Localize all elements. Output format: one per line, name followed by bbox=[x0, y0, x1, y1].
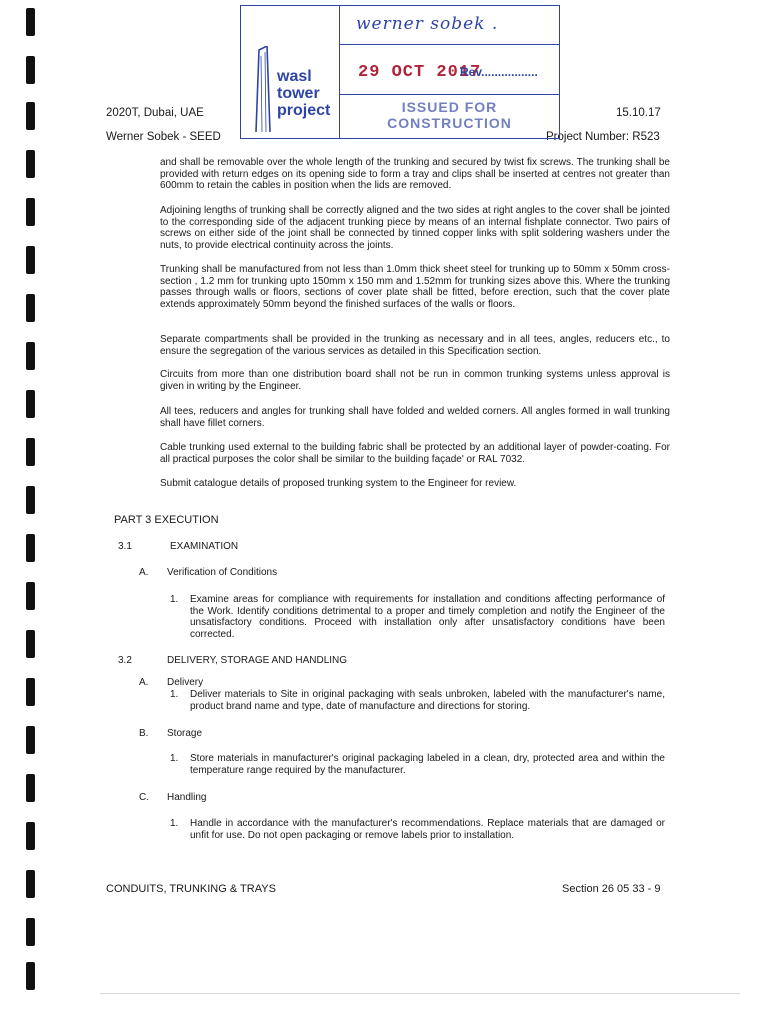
paragraph: Separate compartments shall be provided in the trunking as necessary and in all tees, angles, reducers etc., to ensure the segregation of the various services as detailed in this Specification section. bbox=[160, 334, 670, 357]
item-text: Handle in accordance with the manufacturer's recommendations. Replace materials that are damaged or unfit for use. Do not open packaging or remove labels prior to installation. bbox=[190, 818, 665, 841]
stamp-status-line2: CONSTRUCTION bbox=[387, 115, 512, 131]
section-title: DELIVERY, STORAGE AND HANDLING bbox=[167, 655, 348, 666]
subsection-letter: A. bbox=[139, 567, 149, 578]
subsection-letter: A. bbox=[139, 677, 149, 688]
item-text: Deliver materials to Site in original packaging with seals unbroken, labeled with the manufacturer's name, product brand name and type, date of manufacture and directions for storing. bbox=[190, 689, 665, 712]
item-text: Examine areas for compliance with requirements for installation and conditions affecting performance of the Work. Identify conditions detrimental to a proper and timely completion and notify the Engineer of the unsatisfactory conditions. Proceed with installation only after unsatisfactory conditions have been corrected. bbox=[190, 594, 665, 640]
stamp-logo-text: wasl tower project bbox=[277, 68, 331, 119]
paragraph: Submit catalogue details of proposed trunking system to the Engineer for review. bbox=[160, 478, 517, 489]
item-number: 1. bbox=[170, 594, 179, 605]
header-project-number: Project Number: R523 bbox=[546, 131, 660, 143]
section-title: EXAMINATION bbox=[170, 541, 239, 552]
header-location: 2020T, Dubai, UAE bbox=[106, 107, 204, 119]
stamp-signature: werner sobek . bbox=[356, 14, 499, 34]
tower-icon bbox=[253, 46, 273, 132]
stamp-status bbox=[340, 99, 559, 131]
stamp-date: 29 OCT 2017 bbox=[358, 63, 482, 82]
paragraph: Circuits from more than one distribution board shall not be run in common trunking systems unless approval is given in writing by the Engineer. bbox=[160, 369, 670, 392]
paragraph: and shall be removable over the whole length of the trunking and secured by twist fix screws. The trunking shall be provided with return edges on its opening side to form a tray and clips shall be inserted at centres not greater than 600mm to retain the cables in position when the lids are removed. bbox=[160, 157, 670, 192]
paragraph: Trunking shall be manufactured from not less than 1.0mm thick sheet steel for trunking up to 50mm x 50mm cross-section , 1.2 mm for trunking upto 150mm x 150 mm and 1.52mm for trunking sizes above this. Where the trunking passes through walls or floors, sections of cover plate shall be fitted, before erection, such that the cover plate extends approximately 50mm beyond the finished surfaces of the walls or floors. bbox=[160, 264, 670, 310]
header-date: 15.10.17 bbox=[616, 107, 661, 119]
stamp-status-line1: ISSUED FOR bbox=[401, 99, 498, 115]
divider bbox=[100, 993, 740, 994]
subsection-title: Verification of Conditions bbox=[167, 567, 278, 578]
part-heading: PART 3 EXECUTION bbox=[114, 514, 219, 526]
paragraph: Adjoining lengths of trunking shall be correctly aligned and the two sides at right angles to the cover shall be jointed to the corresponding side of the adjacent trunking piece by means of an internal fishplate connector. Two pairs of screws on either side of the joint shall be connected by tinned copper links with split soldering washers under the nuts, to provide electrical continuity across the joints. bbox=[160, 205, 670, 251]
subsection-title: Delivery bbox=[167, 677, 204, 688]
paragraph: Cable trunking used external to the building fabric shall be protected by an additional layer of powder-coating. For all practical purposes the color shall be similar to the building façade' or RAL 7032. bbox=[160, 442, 670, 465]
subsection-title: Handling bbox=[167, 792, 207, 803]
header-author: Werner Sobek - SEED bbox=[106, 131, 221, 143]
item-number: 1. bbox=[170, 753, 179, 764]
subsection-letter: C. bbox=[139, 792, 149, 803]
paragraph: All tees, reducers and angles for trunking shall have folded and welded corners. All angles formed in wall trunking shall have fillet corners. bbox=[160, 406, 670, 429]
binding-marks bbox=[26, 0, 40, 1024]
item-number: 1. bbox=[170, 818, 179, 829]
section-number: 3.1 bbox=[118, 541, 132, 552]
stamp-logo bbox=[241, 6, 339, 138]
footer-section: Section 26 05 33 - 9 bbox=[562, 883, 661, 895]
stamp-revision: Rev................. bbox=[460, 65, 538, 79]
subsection-title: Storage bbox=[167, 728, 203, 739]
approval-stamp bbox=[240, 5, 560, 139]
item-number: 1. bbox=[170, 689, 179, 700]
section-number: 3.2 bbox=[118, 655, 132, 666]
footer-title: CONDUITS, TRUNKING & TRAYS bbox=[106, 883, 276, 895]
item-text: Store materials in manufacturer's original packaging labeled in a clean, dry, protected area and within the temperature range required by the manufacturer. bbox=[190, 753, 665, 776]
subsection-letter: B. bbox=[139, 728, 149, 739]
